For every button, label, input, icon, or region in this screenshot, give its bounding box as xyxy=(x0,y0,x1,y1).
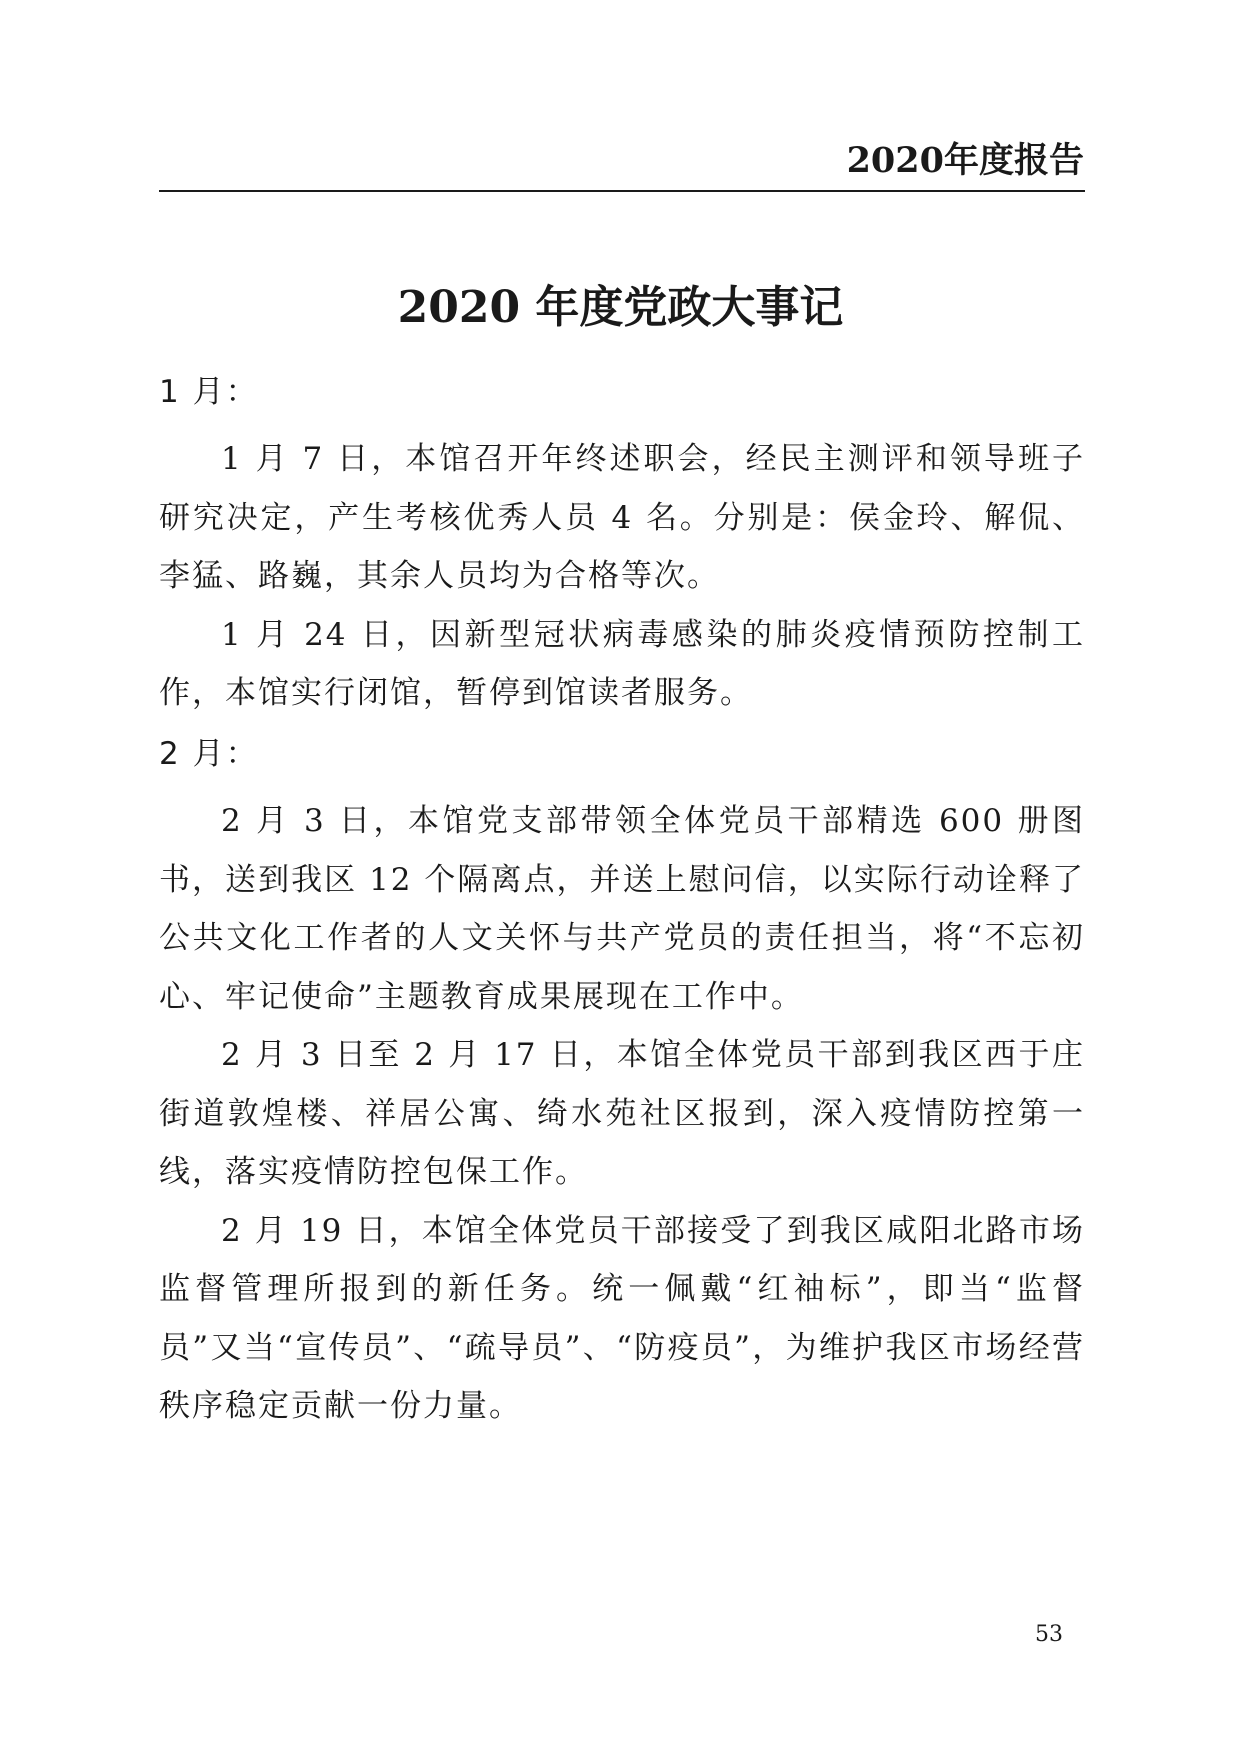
header-divider xyxy=(159,190,1085,192)
running-header: 2020年度报告 xyxy=(846,140,1084,181)
section-february xyxy=(159,734,1085,1436)
event-entry: 1 月 7 日，本馆召开年终述职会，经民主测评和领导班子研究决定，产生考核优秀人员 4 名。分别是：侯金玲、解侃、李猛、路巍，其余人员均为合格等次。 xyxy=(159,441,1085,594)
month-heading: 2 月： xyxy=(159,736,259,772)
section-january xyxy=(159,372,1085,723)
month-heading: 1 月： xyxy=(159,374,259,410)
page-number: 53 xyxy=(1035,1622,1063,1647)
event-entry: 2 月 19 日，本馆全体党员干部接受了到我区咸阳北路市场监督管理所报到的新任务。统一佩戴“红袖标”，即当“监督员”又当“宣传员”、“疏导员”、“防疫员”，为维护我区市场经营秩序稳定贡献一份力量。 xyxy=(159,1212,1085,1424)
event-entry: 2 月 3 日至 2 月 17 日，本馆全体党员干部到我区西于庄街道敦煌楼、祥居公寓、绮水苑社区报到，深入疫情防控第一线，落实疫情防控包保工作。 xyxy=(159,1037,1085,1190)
page-title: 2020 年度党政大事记 xyxy=(397,282,844,333)
event-entry: 2 月 3 日，本馆党支部带领全体党员干部精选 600 册图书，送到我区 12 个隔离点，并送上慰问信，以实际行动诠释了公共文化工作者的人文关怀与共产党员的责任担当，将“不忘初心、牢记使命”主题教育成果展现在工作中。 xyxy=(159,803,1085,1015)
event-entry: 1 月 24 日，因新型冠状病毒感染的肺炎疫情预防控制工作，本馆实行闭馆，暂停到馆读者服务。 xyxy=(159,616,1085,711)
